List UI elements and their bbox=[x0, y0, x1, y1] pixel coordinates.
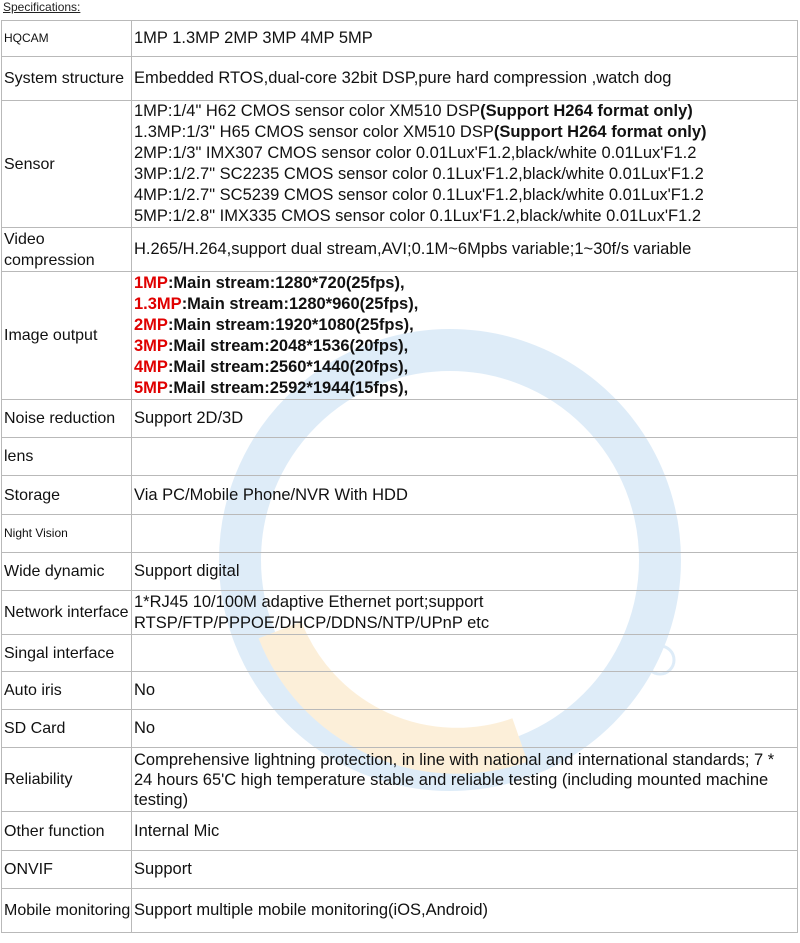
row-value-hqcam: 1MP 1.3MP 2MP 3MP 4MP 5MP bbox=[132, 21, 798, 57]
row-value-wide: Support digital bbox=[132, 553, 798, 591]
table-row bbox=[2, 889, 798, 933]
row-value-storage: Via PC/Mobile Phone/NVR With HDD bbox=[132, 476, 798, 515]
specifications-table bbox=[1, 20, 798, 933]
image-line-tag: 2MP bbox=[134, 315, 168, 334]
row-value-iris: No bbox=[132, 672, 798, 710]
sensor-line: 2MP:1/3" IMX307 CMOS sensor color 0.01Lux'F1.2,black/white 0.01Lux'F1.2 bbox=[134, 144, 697, 162]
row-value-lens bbox=[132, 438, 798, 476]
table-row bbox=[2, 710, 798, 748]
image-line bbox=[134, 336, 797, 357]
image-line-tag: 1MP bbox=[134, 273, 168, 292]
table-row bbox=[2, 851, 798, 889]
image-line bbox=[134, 357, 797, 378]
sensor-line bbox=[134, 122, 797, 143]
row-label-network: Network interface bbox=[2, 591, 132, 635]
sensor-line-note: (Support H264 format only) bbox=[493, 123, 707, 141]
table-row bbox=[2, 553, 798, 591]
row-label-signal: Singal interface bbox=[2, 635, 132, 672]
row-label-storage: Storage bbox=[2, 476, 132, 515]
image-line-text: :Mail stream:2048*1536(20fps), bbox=[167, 336, 409, 355]
row-label-system: System structure bbox=[2, 57, 132, 101]
image-line-tag: 1.3MP bbox=[134, 294, 182, 313]
sensor-line: 4MP:1/2.7" SC5239 CMOS sensor color 0.1Lux'F1.2,black/white 0.01Lux'F1.2 bbox=[134, 186, 704, 204]
row-label-night: Night Vision bbox=[2, 515, 132, 553]
image-line-tag: 5MP bbox=[134, 378, 168, 397]
image-line-text: :Main stream:1280*720(25fps), bbox=[167, 273, 405, 292]
table-row bbox=[2, 635, 798, 672]
table-row bbox=[2, 748, 798, 812]
row-value-mobile: Support multiple mobile monitoring(iOS,Android) bbox=[132, 889, 798, 933]
reliability-text: Comprehensive lightning protection, in line with national and international standards; 7 * 24 hours 65'C high temperature stable and reliable testing (including mounted machine testing) bbox=[134, 750, 775, 809]
sensor-line-text: 1.3MP:1/3" H65 CMOS sensor color XM510 DSP bbox=[134, 123, 494, 141]
row-label-sensor: Sensor bbox=[2, 101, 132, 228]
sensor-line bbox=[134, 101, 797, 122]
row-label-video: Video compression bbox=[2, 228, 132, 272]
table-row bbox=[2, 476, 798, 515]
row-label-image: Image output bbox=[2, 272, 132, 400]
row-value-onvif: Support bbox=[132, 851, 798, 889]
image-line-text: :Mail stream:2592*1944(15fps), bbox=[167, 378, 409, 397]
image-line-text: :Main stream:1920*1080(25fps), bbox=[167, 315, 414, 334]
row-label-noise: Noise reduction bbox=[2, 400, 132, 438]
row-label-other: Other function bbox=[2, 812, 132, 851]
table-row bbox=[2, 101, 798, 228]
image-line bbox=[134, 273, 797, 294]
table-row bbox=[2, 57, 798, 101]
row-value-system: Embedded RTOS,dual-core 32bit DSP,pure hard compression ,watch dog bbox=[132, 57, 798, 101]
table-row bbox=[2, 812, 798, 851]
specifications-heading: Specifications: bbox=[3, 0, 81, 14]
row-label-sd: SD Card bbox=[2, 710, 132, 748]
network-line-1: 1*RJ45 10/100M adaptive Ethernet port;support bbox=[134, 592, 484, 611]
image-line-tag: 4MP bbox=[134, 357, 168, 376]
table-row bbox=[2, 515, 798, 553]
image-line-tag: 3MP bbox=[134, 336, 168, 355]
table-row bbox=[2, 438, 798, 476]
image-line-text: :Mail stream:2560*1440(20fps), bbox=[167, 357, 409, 376]
sensor-line-text: 1MP:1/4" H62 CMOS sensor color XM510 DSP bbox=[134, 102, 481, 120]
row-label-onvif: ONVIF bbox=[2, 851, 132, 889]
row-value-sd: No bbox=[132, 710, 798, 748]
row-label-wide: Wide dynamic bbox=[2, 553, 132, 591]
row-label-reliability: Reliability bbox=[2, 748, 132, 812]
row-label-hqcam: HQCAM bbox=[2, 21, 132, 57]
row-value-noise: Support 2D/3D bbox=[132, 400, 798, 438]
row-value-network bbox=[132, 591, 798, 635]
image-line-text: :Main stream:1280*960(25fps), bbox=[181, 294, 419, 313]
row-value-sensor bbox=[132, 101, 798, 228]
row-value-signal bbox=[132, 635, 798, 672]
image-line bbox=[134, 378, 797, 399]
image-line bbox=[134, 294, 797, 315]
table-row bbox=[2, 400, 798, 438]
sensor-line: 3MP:1/2.7" SC2235 CMOS sensor color 0.1Lux'F1.2,black/white 0.01Lux'F1.2 bbox=[134, 165, 704, 183]
network-line-2: RTSP/FTP/PPPOE/DHCP/DDNS/NTP/UPnP etc bbox=[134, 613, 490, 632]
row-value-reliability bbox=[132, 748, 798, 812]
row-label-lens: lens bbox=[2, 438, 132, 476]
table-row bbox=[2, 672, 798, 710]
row-label-mobile: Mobile monitoring bbox=[2, 889, 132, 933]
table-row bbox=[2, 21, 798, 57]
row-value-video: H.265/H.264,support dual stream,AVI;0.1M~6Mpbs variable;1~30f/s variable bbox=[132, 228, 798, 272]
row-value-night bbox=[132, 515, 798, 553]
table-row bbox=[2, 272, 798, 400]
table-row bbox=[2, 228, 798, 272]
table-row bbox=[2, 591, 798, 635]
sensor-line: 5MP:1/2.8" IMX335 CMOS sensor color 0.1Lux'F1.2,black/white 0.01Lux'F1.2 bbox=[134, 207, 702, 225]
sensor-line-note: (Support H264 format only) bbox=[480, 102, 693, 120]
row-value-other: Internal Mic bbox=[132, 812, 798, 851]
row-value-image bbox=[132, 272, 798, 400]
row-label-iris: Auto iris bbox=[2, 672, 132, 710]
image-line bbox=[134, 315, 797, 336]
